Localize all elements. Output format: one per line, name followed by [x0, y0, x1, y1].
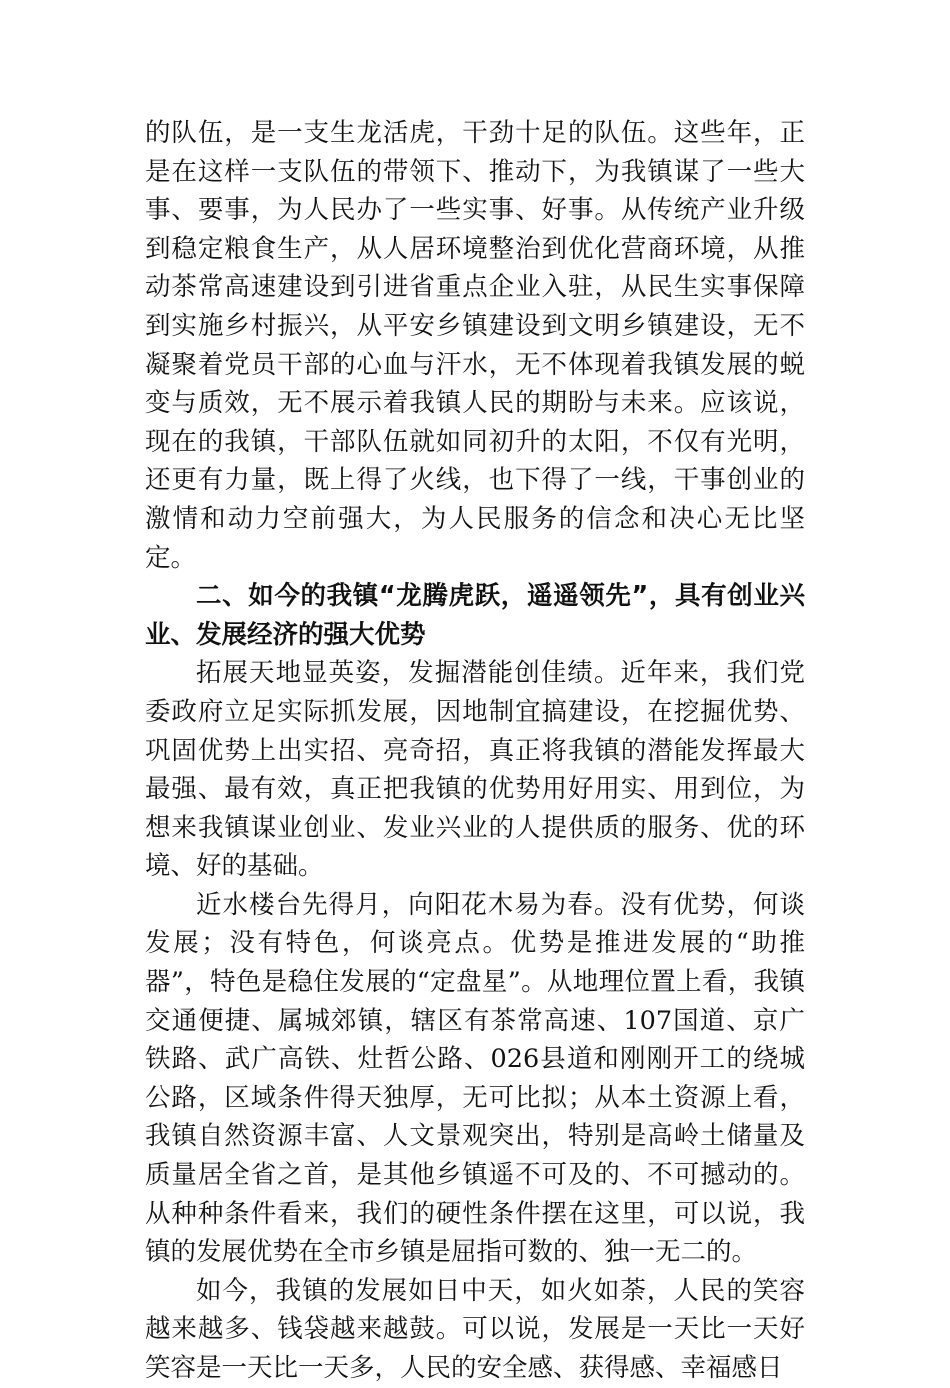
section-heading: 二、如今的我镇“龙腾虎跃，遥遥领先”，具有创业兴业、发展经济的强大优势	[145, 581, 805, 650]
body-paragraph: 如今，我镇的发展如日中天，如火如荼，人民的笑容越来越多、钱袋越来越鼓。可以说，发展是一天比一天好笑容是一天比一天多，人民的安全感、获得感、幸福感日	[145, 1275, 805, 1383]
body-paragraph: 拓展天地显英姿，发掘潜能创佳绩。近年来，我们党委政府立足实际抓发展，因地制宜搞建设，在挖掘优势、巩固优势上出实招、亮奇招，真正将我镇的潜能发挥最大最强、最有效，真正把我镇的优势用好用实、用到位，为想来我镇谋业创业、发业兴业的人提供质的服务、优的环境、好的基础。	[145, 658, 805, 882]
body-paragraph-continued: 的队伍，是一支生龙活虎，干劲十足的队伍。这些年，正是在这样一支队伍的带领下、推动下，为我镇谋了一些大事、要事，为人民办了一些实事、好事。从传统产业升级到稳定粮食生产，从人居环境整治到优化营商环境，从推动茶常高速建设到引进省重点企业入驻，从民生实事保障到实施乡村振兴，从平安乡镇建设到文明乡镇建设，无不凝聚着党员干部的心血与汗水，无不体现着我镇发展的蜕变与质效，无不展示着我镇人民的期盼与未来。应该说，现在的我镇，干部队伍就如同初升的太阳，不仅有光明，还更有力量，既上得了火线，也下得了一线，干事创业的激情和动力空前强大，为人民服务的信念和决心无比坚定。	[145, 118, 805, 573]
document-page	[145, 114, 805, 1388]
body-paragraph: 近水楼台先得月，向阳花木易为春。没有优势，何谈发展；没有特色，何谈亮点。优势是推进发展的“助推器”，特色是稳住发展的“定盘星”。从地理位置上看，我镇交通便捷、属城郊镇，辖区有茶常高速、107国道、京广铁路、武广高铁、灶哲公路、026县道和刚刚开工的绕城公路，区域条件得天独厚，无可比拟；从本土资源上看，我镇自然资源丰富、人文景观突出，特别是高岭土储量及质量居全省之首，是其他乡镇遥不可及的、不可撼动的。从种种条件看来，我们的硬性条件摆在这里，可以说，我镇的发展优势在全市乡镇是屈指可数的、独一无二的。	[145, 889, 805, 1268]
